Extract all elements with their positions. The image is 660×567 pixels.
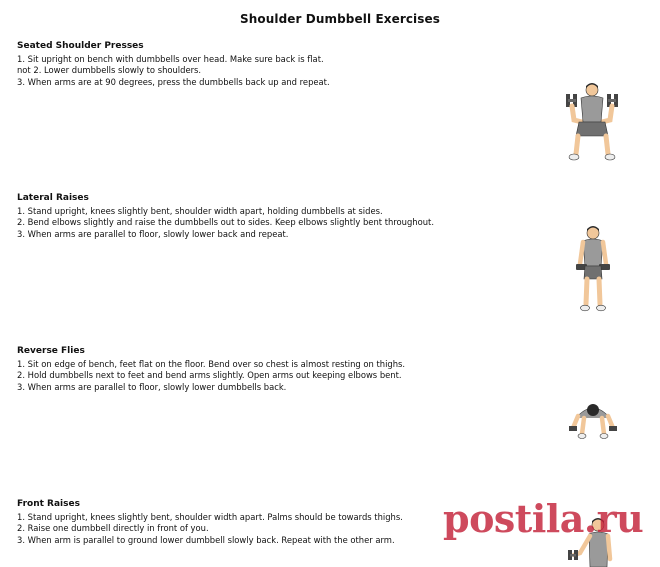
exercise-step: 3. When arms are parallel to floor, slowly lower back and repeat. — [17, 228, 289, 239]
exercise-heading: Lateral Raises — [17, 193, 89, 203]
exercise-step: 1. Stand upright, knees slightly bent, shoulder width apart. Palms should be towards thighs. — [17, 512, 403, 522]
exercise-step: 2. Hold dumbbells next to feet and bend arms slightly. Open arms out keeping elbows bent. — [17, 370, 402, 381]
exercise-heading: Seated Shoulder Presses — [17, 41, 144, 51]
exercise-front-raises — [17, 498, 477, 546]
reverse-fly-figure — [568, 398, 618, 440]
exercise-reverse-flies — [17, 345, 477, 393]
exercise-heading: Front Raises — [17, 499, 80, 509]
exercise-step: 1. Sit on edge of bench, feet flat on the floor. Bend over so chest is almost resting on thighs. — [17, 359, 406, 369]
exercise-step: 3. When arms are parallel to floor, slowly lower dumbbells back. — [17, 381, 287, 392]
exercise-step: 3. When arms are at 90 degrees, press the dumbbells back up and repeat. — [17, 76, 330, 87]
exercise-step: 1. Stand upright, knees slightly bent, shoulder width apart, holding dumbbells at sides. — [17, 206, 383, 216]
lateral-raise-figure — [573, 224, 613, 312]
exercise-step: 2. Raise one dumbbell directly in front of you. — [17, 523, 209, 534]
exercise-step: 1. Sit upright on bench with dumbbells over head. Make sure back is flat. — [17, 54, 324, 64]
exercise-step: not 2. Lower dumbbells slowly to shoulders. — [17, 65, 202, 76]
exercise-step: 3. When arm is parallel to ground lower dumbbell slowly back. Repeat with the other arm. — [17, 534, 395, 545]
watermark-logo: postila.ru — [443, 496, 644, 541]
exercise-step: 2. Bend elbows slightly and raise the dumbbells out to sides. Keep elbows slightly bent throughout. — [17, 217, 434, 228]
exercise-lateral-raises — [17, 192, 477, 240]
exercise-seated-shoulder-presses — [17, 40, 477, 88]
page-title: Shoulder Dumbbell Exercises — [240, 12, 440, 26]
seated-shoulder-press-figure — [562, 80, 622, 162]
exercise-heading: Reverse Flies — [17, 346, 85, 356]
